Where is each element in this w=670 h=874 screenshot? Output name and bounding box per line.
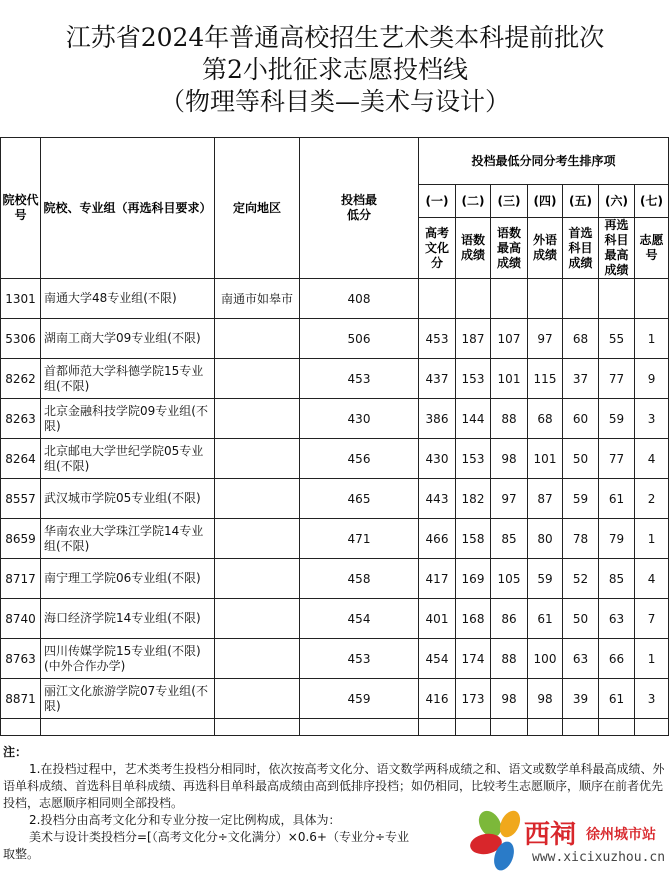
sort-value: 61 — [528, 599, 563, 639]
table-row — [1, 399, 669, 439]
min-score: 471 — [300, 519, 419, 559]
school-code: 8871 — [1, 679, 41, 719]
title-line-3: （物理等科目类—美术与设计） — [159, 87, 510, 116]
note-2: 2.投档分由高考文化分和专业分按一定比例构成，具体为： — [29, 813, 341, 827]
sort-value: 3 — [635, 679, 669, 719]
sort-value: 61 — [599, 479, 635, 519]
sort-value: 97 — [528, 319, 563, 359]
sort-value: 153 — [456, 359, 491, 399]
sort-value: 105 — [491, 559, 528, 599]
watermark-url: www.xicixuzhou.cn — [532, 850, 666, 865]
flower-logo-icon — [468, 808, 528, 872]
sort-value: 78 — [563, 519, 599, 559]
region — [215, 639, 300, 679]
sort-value: 443 — [419, 479, 456, 519]
sort-value: 52 — [563, 559, 599, 599]
header-code: 院校代号 — [1, 138, 41, 279]
region — [215, 559, 300, 599]
min-score: 459 — [300, 679, 419, 719]
school-code: 8557 — [1, 479, 41, 519]
sort-value: 100 — [528, 639, 563, 679]
sort-value: 63 — [599, 599, 635, 639]
sort-value: 37 — [563, 359, 599, 399]
sort-value: 1 — [635, 519, 669, 559]
school-group: 北京邮电大学世纪学院05专业组(不限) — [41, 439, 215, 479]
sort-value: 466 — [419, 519, 456, 559]
region — [215, 439, 300, 479]
note-1: 1.在投档过程中，艺术类考生投档分相同时，依次按高考文化分、语文数学两科成绩之和、语文或数学单科最高成绩、外语单科成绩、首选科目单科成绩、再选科目单科最高成绩由高到低排序投档；如仍相同，比较考生志愿顺序，顺序在前者优先投档，志愿顺序相同则全部投档。 — [3, 762, 665, 810]
title-line-1: 江苏省2024年普通高校招生艺术类本科提前批次 — [65, 23, 605, 52]
school-group: 南宁理工学院06专业组(不限) — [41, 559, 215, 599]
school-group: 丽江文化旅游学院07专业组(不限) — [41, 679, 215, 719]
school-code: 8262 — [1, 359, 41, 399]
sort-value: 168 — [456, 599, 491, 639]
school-group: 湖南工商大学09专业组(不限) — [41, 319, 215, 359]
header-sort-num: (二) — [456, 185, 491, 218]
region: 南通市如皋市 — [215, 279, 300, 319]
sort-value: 79 — [599, 519, 635, 559]
sort-value: 386 — [419, 399, 456, 439]
sort-value: 59 — [563, 479, 599, 519]
header-sort-item: 语数最高成绩 — [491, 218, 528, 279]
header-sort-group: 投档最低分同分考生排序项 — [419, 138, 669, 185]
school-code: 5306 — [1, 319, 41, 359]
sort-value: 9 — [635, 359, 669, 399]
sort-value: 437 — [419, 359, 456, 399]
sort-value: 107 — [491, 319, 528, 359]
sort-value: 1 — [635, 319, 669, 359]
header-sort-item: 志愿号 — [635, 218, 669, 279]
sort-value: 115 — [528, 359, 563, 399]
table-row — [1, 559, 669, 599]
region — [215, 479, 300, 519]
sort-value: 7 — [635, 599, 669, 639]
min-score: 456 — [300, 439, 419, 479]
sort-value: 80 — [528, 519, 563, 559]
header-sort-num: (四) — [528, 185, 563, 218]
school-group: 北京金融科技学院09专业组(不限) — [41, 399, 215, 439]
note-4: 取整。 — [3, 847, 40, 861]
header-sort-num: (五) — [563, 185, 599, 218]
header-sort-num: (六) — [599, 185, 635, 218]
sort-value: 87 — [528, 479, 563, 519]
header-group: 院校、专业组（再选科目要求） — [41, 138, 215, 279]
table-row — [1, 359, 669, 399]
sort-value — [419, 279, 456, 319]
sort-value — [635, 279, 669, 319]
school-code: 8717 — [1, 559, 41, 599]
table-row — [1, 639, 669, 679]
region — [215, 679, 300, 719]
sort-value: 55 — [599, 319, 635, 359]
header-min-score: 投档最低分 — [300, 138, 419, 279]
sort-value: 153 — [456, 439, 491, 479]
sort-value: 59 — [528, 559, 563, 599]
sort-value: 68 — [563, 319, 599, 359]
sort-value: 454 — [419, 639, 456, 679]
sort-value: 101 — [528, 439, 563, 479]
sort-value: 174 — [456, 639, 491, 679]
watermark-site: 徐州城市站 — [586, 827, 656, 843]
sort-value: 86 — [491, 599, 528, 639]
region — [215, 599, 300, 639]
sort-value: 59 — [599, 399, 635, 439]
school-code: 8263 — [1, 399, 41, 439]
sort-value: 39 — [563, 679, 599, 719]
sort-value: 50 — [563, 439, 599, 479]
watermark-logo — [468, 808, 668, 872]
sort-value: 61 — [599, 679, 635, 719]
school-code: 1301 — [1, 279, 41, 319]
header-sort-num: (七) — [635, 185, 669, 218]
sort-value: 169 — [456, 559, 491, 599]
region — [215, 399, 300, 439]
min-score: 453 — [300, 359, 419, 399]
sort-value — [491, 279, 528, 319]
sort-value: 85 — [599, 559, 635, 599]
sort-value: 88 — [491, 639, 528, 679]
table-row — [1, 439, 669, 479]
min-score: 506 — [300, 319, 419, 359]
sort-value: 77 — [599, 359, 635, 399]
sort-value: 97 — [491, 479, 528, 519]
sort-value: 144 — [456, 399, 491, 439]
school-group: 四川传媒学院15专业组(不限)(中外合作办学) — [41, 639, 215, 679]
sort-value: 187 — [456, 319, 491, 359]
region — [215, 359, 300, 399]
min-score: 430 — [300, 399, 419, 439]
table-row — [1, 319, 669, 359]
admission-table — [0, 137, 669, 736]
sort-value: 98 — [491, 679, 528, 719]
sort-value: 77 — [599, 439, 635, 479]
watermark-brand: 西祠 — [524, 820, 577, 850]
sort-value: 453 — [419, 319, 456, 359]
sort-value: 2 — [635, 479, 669, 519]
school-group: 华南农业大学珠江学院14专业组(不限) — [41, 519, 215, 559]
note-3: 美术与设计类投档分=[（高考文化分÷文化满分）×0.6+（专业分÷专业 — [29, 830, 410, 844]
sort-value — [528, 279, 563, 319]
min-score: 465 — [300, 479, 419, 519]
region — [215, 319, 300, 359]
header-sort-item: 语数成绩 — [456, 218, 491, 279]
sort-value: 417 — [419, 559, 456, 599]
sort-value: 1 — [635, 639, 669, 679]
sort-value: 430 — [419, 439, 456, 479]
sort-value: 50 — [563, 599, 599, 639]
header-region: 定向地区 — [215, 138, 300, 279]
sort-value: 68 — [528, 399, 563, 439]
school-group: 武汉城市学院05专业组(不限) — [41, 479, 215, 519]
sort-value — [456, 279, 491, 319]
sort-value — [599, 279, 635, 319]
header-sort-num: (一) — [419, 185, 456, 218]
sort-value: 98 — [528, 679, 563, 719]
table-row — [1, 599, 669, 639]
school-code: 8659 — [1, 519, 41, 559]
sort-value: 101 — [491, 359, 528, 399]
school-group: 南通大学48专业组(不限) — [41, 279, 215, 319]
table-row — [1, 279, 669, 319]
header-sort-num: (三) — [491, 185, 528, 218]
notes-label: 注： — [3, 745, 28, 759]
header-sort-item: 外语成绩 — [528, 218, 563, 279]
sort-value: 66 — [599, 639, 635, 679]
school-code: 8264 — [1, 439, 41, 479]
school-code: 8740 — [1, 599, 41, 639]
sort-value: 63 — [563, 639, 599, 679]
min-score: 454 — [300, 599, 419, 639]
title-line-2: 第2小批征求志愿投档线 — [202, 55, 468, 84]
sort-value: 98 — [491, 439, 528, 479]
header-sort-item: 再选科目最高成绩 — [599, 218, 635, 279]
region — [215, 519, 300, 559]
header-sort-item: 高考文化分 — [419, 218, 456, 279]
header-sort-item: 首选科目成绩 — [563, 218, 599, 279]
school-code: 8763 — [1, 639, 41, 679]
sort-value: 158 — [456, 519, 491, 559]
sort-value: 60 — [563, 399, 599, 439]
sort-value: 88 — [491, 399, 528, 439]
sort-value: 416 — [419, 679, 456, 719]
min-score: 458 — [300, 559, 419, 599]
table-row — [1, 679, 669, 719]
table-row — [1, 519, 669, 559]
min-score: 453 — [300, 639, 419, 679]
school-group: 海口经济学院14专业组(不限) — [41, 599, 215, 639]
min-score: 408 — [300, 279, 419, 319]
table-row — [1, 479, 669, 519]
sort-value: 401 — [419, 599, 456, 639]
sort-value: 4 — [635, 439, 669, 479]
sort-value: 85 — [491, 519, 528, 559]
sort-value — [563, 279, 599, 319]
sort-value: 182 — [456, 479, 491, 519]
sort-value: 3 — [635, 399, 669, 439]
sort-value: 4 — [635, 559, 669, 599]
sort-value: 173 — [456, 679, 491, 719]
school-group: 首都师范大学科德学院15专业组(不限) — [41, 359, 215, 399]
